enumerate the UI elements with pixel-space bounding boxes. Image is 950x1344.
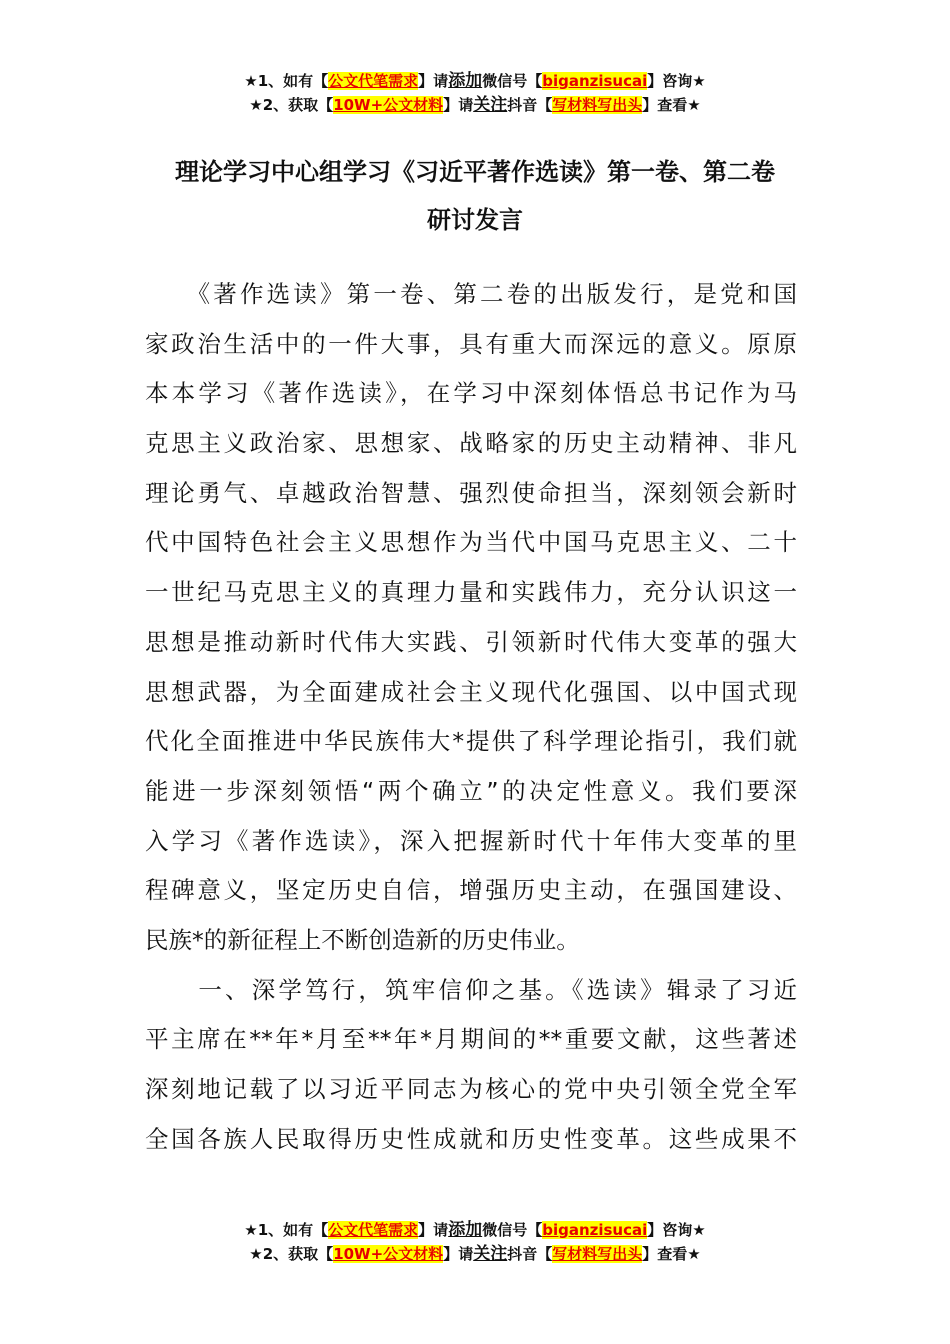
text-line: 程碑意义，坚定历史自信，增强历史主动，在强国建设、: [145, 876, 797, 905]
text-line: 一世纪马克思主义的真理力量和实践伟力，充分认识这一: [145, 578, 797, 607]
title-line: 理论学习中心组学习《习近平著作选读》第一卷、第二卷: [175, 158, 775, 186]
text-line: 克思主义政治家、思想家、战略家的历史主动精神、非凡: [145, 429, 797, 458]
text-line: 一、深学笃行，筑牢信仰之基。《选读》辑录了习近: [145, 975, 797, 1004]
promo-line-2: [0, 93, 950, 117]
text-line: 平主席在**年*月至**年*月期间的**重要文献，这些著述: [145, 1025, 797, 1054]
emphasis-text: 关注: [473, 1244, 508, 1264]
highlight-text: 公文代笔需求: [328, 1221, 419, 1239]
highlight-text: 公文代笔需求: [328, 72, 419, 90]
text: 微信号【: [482, 1221, 543, 1239]
promo-banner-top: [0, 69, 950, 117]
text: 】查看★: [642, 96, 701, 114]
paragraph: [145, 966, 797, 1165]
text: 】请: [443, 96, 474, 114]
text: 微信号【: [482, 72, 543, 90]
text: 】请: [443, 1245, 474, 1263]
text-line: 本本学习《著作选读》，在学习中深刻体悟总书记作为马: [145, 379, 797, 408]
text: 】请: [418, 1221, 449, 1239]
wechat-id: biganzisucai: [542, 72, 648, 90]
emphasis-text: 关注: [473, 95, 508, 115]
paragraph: [145, 270, 797, 966]
document-title: [0, 148, 950, 244]
text-line: 入学习《著作选读》，深入把握新时代十年伟大变革的里: [145, 826, 797, 855]
text: 】请: [418, 72, 449, 90]
text: 抖音【: [507, 1245, 553, 1263]
text-line: 家政治生活中的一件大事，具有重大而深远的意义。原原: [145, 329, 797, 358]
text-line: 思想武器，为全面建成社会主义现代化强国、以中国式现: [145, 677, 797, 706]
promo-line-2: [0, 1242, 950, 1266]
text: ★1、如有【: [244, 1221, 329, 1239]
highlight-text: 10W+公文材料: [333, 96, 444, 114]
text-line: 民族*的新征程上不断创造新的历史伟业。: [145, 925, 580, 954]
text-line: 代中国特色社会主义思想作为当代中国马克思主义、二十: [145, 528, 797, 557]
promo-banner-bottom: [0, 1218, 950, 1266]
text-line: 思想是推动新时代伟大实践、引领新时代伟大变革的强大: [145, 627, 797, 656]
text-line: 能进一步深刻领悟“两个确立”的决定性意义。我们要深: [145, 776, 797, 805]
douyin-id: 写材料写出头: [552, 96, 643, 114]
promo-line-1: [0, 1218, 950, 1242]
emphasis-text: 添加: [448, 1220, 483, 1240]
text-line: 理论勇气、卓越政治智慧、强烈使命担当，深刻领会新时: [145, 478, 797, 507]
text-line: 全国各族人民取得历史性成就和历史性变革。这些成果不: [145, 1124, 797, 1153]
text-line: 代化全面推进中华民族伟大*提供了科学理论指引，我们就: [145, 727, 797, 756]
highlight-text: 10W+公文材料: [333, 1245, 444, 1263]
text: 】查看★: [642, 1245, 701, 1263]
text: 】咨询★: [647, 1221, 706, 1239]
text-line: 《著作选读》第一卷、第二卷的出版发行，是党和国: [145, 280, 797, 308]
douyin-id: 写材料写出头: [552, 1245, 643, 1263]
promo-line-1: [0, 69, 950, 93]
text: 抖音【: [507, 96, 553, 114]
text: ★1、如有【: [244, 72, 329, 90]
emphasis-text: 添加: [448, 71, 483, 91]
text: 】咨询★: [647, 72, 706, 90]
wechat-id: biganzisucai: [542, 1221, 648, 1239]
title-line: 研讨发言: [427, 206, 523, 234]
text-line: 深刻地记载了以习近平同志为核心的党中央引领全党全军: [145, 1075, 797, 1103]
text: ★2、获取【: [249, 1245, 334, 1263]
text: ★2、获取【: [249, 96, 334, 114]
document-body: [145, 270, 797, 1164]
